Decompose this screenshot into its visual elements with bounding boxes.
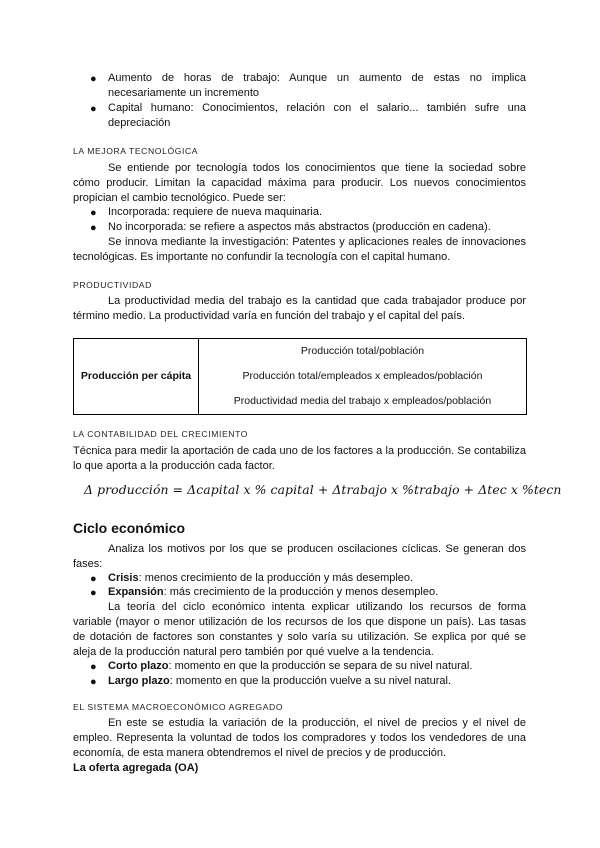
- list-item: Incorporada: requiere de nueva maquinaria.: [108, 206, 323, 218]
- paragraph-ciclo-intro: [73, 542, 526, 572]
- term-desc: : momento en que la producción se separa de su nivel natural.: [168, 660, 473, 672]
- paragraph-text: Se innova mediante la investigación: Patentes y aplicaciones reales de innovaciones tecnológicas. Es importante no confundir la tecnología con el capital humano.: [73, 236, 526, 263]
- paragraph-tecnologia-outro: [73, 235, 526, 265]
- term-desc: : momento en que la producción vuelve a su nivel natural.: [169, 675, 452, 687]
- term-bold: Expansión: [108, 586, 164, 598]
- section-heading-productividad: PRODUCTIVIDAD: [73, 280, 152, 290]
- term-desc: : más crecimiento de la producción y menos desempleo.: [163, 586, 439, 598]
- table-row: Productividad media del trabajo x empleados/población: [233, 395, 492, 407]
- paragraph-contabilidad: Técnica para medir la aportación de cada uno de los factores a la producción. Se contabiliza lo que aporta a la producción cada factor.: [73, 445, 526, 472]
- list-item: [108, 674, 526, 689]
- section-heading-sistema: EL SISTEMA MACROECONÓMICO AGREGADO: [73, 702, 284, 712]
- term-bold: Largo plazo: [108, 675, 170, 687]
- paragraph-text: Se entiende por tecnología todos los conocimientos que tiene la sociedad sobre cómo producir. Limitan la capacidad máxima para producir. Los nuevos conocimientos propician el cambio tecnológico. Puede ser:: [73, 162, 526, 204]
- paragraph-text: En este se estudia la variación de la producción, el nivel de precios y el nivel de empleo. Representa la voluntad de todos los compradores y todos los vendedores de una economía, de esta manera obtendremos el nivel de precios y de producción.: [73, 717, 526, 759]
- list-item: Aumento de horas de trabajo: Aunque un aumento de estas no implica necesariamente un incremento: [108, 72, 526, 99]
- term-bold: Corto plazo: [108, 660, 169, 672]
- table-row: Producción total/empleados x empleados/población: [242, 370, 483, 382]
- bullet-icon: ●: [90, 573, 97, 585]
- table-row: Producción total/población: [300, 345, 425, 357]
- bullet-icon: ●: [90, 676, 97, 688]
- paragraph-tecnologia-intro: [73, 161, 526, 206]
- productividad-table: [73, 338, 527, 415]
- paragraph-productividad: [73, 294, 526, 324]
- list-item: No incorporada: se refiere a aspectos más abstractos (producción en cadena).: [108, 221, 491, 233]
- bullet-icon: ●: [90, 222, 97, 234]
- growth-formula: Δ producción = Δcapital x % capital + Δtrabajo x %trabajo + Δtec x %tecn: [84, 482, 562, 497]
- section-heading-contabilidad: LA CONTABILIDAD DEL CRECIMIENTO: [73, 429, 249, 439]
- table-label-cell: Producción per cápita: [74, 339, 199, 415]
- bullet-icon: ●: [90, 103, 97, 115]
- list-item: [108, 659, 526, 674]
- term-bold: Crisis: [108, 572, 139, 584]
- section-heading-tecnologia: LA MEJORA TECNOLÓGICA: [73, 146, 199, 156]
- paragraph-text: La productividad media del trabajo es la cantidad que cada trabajador produce por término medio. La productividad varía en función del trabajo y el capital del país.: [73, 295, 526, 322]
- paragraph-text: Analiza los motivos por los que se producen oscilaciones cíclicas. Se generan dos fases:: [73, 543, 526, 570]
- paragraph-sistema: [73, 716, 526, 761]
- term-desc: : menos crecimiento de la producción y más desempleo.: [138, 572, 414, 584]
- paragraph-text: La teoría del ciclo económico intenta explicar utilizando los recursos de forma variable (mayor o menor utilización de los recursos de los que dispone un país). Las tasas de dotación de factores son constantes y solo varía su utilización. Se explica por qué se aleja de la producción natural pero también por qué vuelve a la tendencia.: [73, 601, 526, 658]
- bullet-icon: ●: [90, 207, 97, 219]
- section-heading-ciclo: Ciclo económico: [73, 520, 186, 536]
- paragraph-ciclo-teoria: [73, 600, 526, 660]
- bullet-icon: ●: [90, 661, 97, 673]
- list-item: Capital humano: Conocimientos, relación con el salario... también sufre una depreciación: [108, 102, 526, 129]
- bullet-icon: ●: [90, 73, 97, 85]
- list-item: [108, 571, 526, 586]
- list-item: [108, 585, 526, 600]
- subheading-oferta-agregada: La oferta agregada (OA): [73, 762, 199, 774]
- table-values-cell: [199, 339, 527, 415]
- bullet-icon: ●: [90, 587, 97, 599]
